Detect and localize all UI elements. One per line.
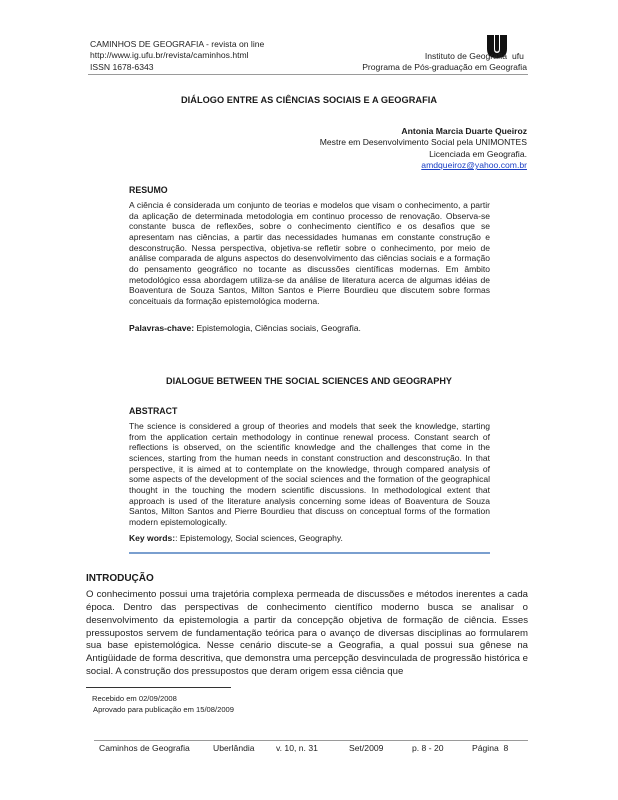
introduction-heading: INTRODUÇÃO [86,573,154,584]
article-title-pt: DIÁLOGO ENTRE AS CIÊNCIAS SOCIAIS E A GEOGRAFIA [180,95,438,105]
journal-url: http://www.ig.ufu.br/revista/caminhos.html [90,50,249,61]
journal-name: CAMINHOS DE GEOGRAFIA - revista on line [90,39,265,49]
journal-header-right [362,51,527,74]
received-date: Recebido em 02/09/2008 [92,694,177,703]
palavras-chave-label: Palavras-chave: [129,323,195,333]
palavras-chave [129,323,361,333]
footer-page [472,743,508,753]
abstract-separator [129,552,490,554]
journal-header-left [90,39,264,73]
key-words-label: Key words: [129,533,176,543]
author-degree: Licenciada em Geografia. [429,148,527,159]
introduction-body: O conhecimento possui uma trajetória complexa permeada de discussões e métodos inerentes a cada época. Dentro das perspectivas de conhecimento científico moderno busca se analisar o desenvolvimento da epistemologia a partir da concepção objetiva de formação de ciência. Esses pressupostos servem de fundamentação teórica para o avanço de diversas disciplinas ao formularem sua base epistemológica. Nesse cenário discute-se a Geografia, a qual possui sua gênese na Antigüidade de forma descritiva, que demonstra uma percepção desvinculada de progressão histórica e social. A construção dos pressupostos que deram origem essa ciência que [86,589,528,678]
ufu-logo-text: ufu [512,51,524,61]
author-affiliation: Mestre em Desenvolvimento Social pela UNIMONTES [319,137,527,148]
footer-city: Uberlândia [213,743,255,753]
author-name: Antonia Marcia Duarte Queiroz [401,126,527,136]
header-divider [88,74,528,75]
footer-journal: Caminhos de Geografia [99,743,190,753]
resumo-body: A ciência é considerada um conjunto de teorias e modelos que visam o conhecimento, a partir da aplicação de determinada metodologia em continuo processo de renovação. Observa-se constante busca de reflexões, sobre o conhecimento científico e os desafios que se apresentam nas ciências, a partir das necessidades humanas em constante construção e desconstrução. Nessa perspectiva, objetiva-se refletir sobre o conhecimento, por meio de análise comparada de alguns aspectos do desenvolvimento das ciências sociais e a formação do pensamento geográfico no tocante as discussões científicas modernas. Em âmbito metodológico essa abordagem utiliza-se da análise de literatura acerca de algumas idéias de Boaventura de Souza Santos, Milton Santos e Pierre Bourdieu que discutem sobre formas conceituais da formação epistemológica moderna. [129,200,490,306]
article-title-en: DIALOGUE BETWEEN THE SOCIAL SCIENCES AND GEOGRAPHY [166,376,452,386]
footnote-divider [86,687,231,688]
institute-name: Instituto de Geografia [424,51,507,61]
author-email-link[interactable]: amdqueiroz@yahoo.com.br [421,160,527,171]
palavras-chave-values: Epistemologia, Ciências sociais, Geografia. [194,323,361,333]
author-block [320,126,527,172]
abstract-heading: ABSTRACT [129,406,178,416]
approved-date: Aprovado para publicação em 15/08/2009 [93,705,235,714]
journal-issn: ISSN 1678-6343 [90,61,154,72]
resumo-heading: RESUMO [129,185,168,195]
program-name: Programa de Pós-graduação em Geografia [362,62,527,73]
footer-volume: v. 10, n. 31 [276,743,318,753]
abstract-body: The science is considered a group of theories and models that seek the knowledge, starting from the application certain methodology in continue renewal process. Constant search of reflections is observed, on the scientific knowledge and the challenges that come in the sciences, starting from the human needs in constant construction and desconstrução. In that perspective, it is aimed at to contemplate on the knowledge, through compared analysis of some aspects of the development of the social sciences and the formation of the geographical thought in the touching the modern scientific discussions. In methodological extent that approach is used of the literature analysis concerning some ideas of Boaventura de Souza Santos, Milton Santos and Pierre Bourdieu that discuss on conceptual forms of the formation modern epistemologically. [129,421,490,527]
footer-page-label: Página [472,743,499,753]
key-words-values: : Epistemology, Social sciences, Geography. [175,533,343,543]
footnotes [92,693,234,715]
footer-divider [94,740,528,741]
footer-date: Set/2009 [349,743,384,753]
footer-pages: p. 8 - 20 [412,743,444,753]
key-words [129,533,343,543]
footer-page-number: 8 [503,743,509,753]
